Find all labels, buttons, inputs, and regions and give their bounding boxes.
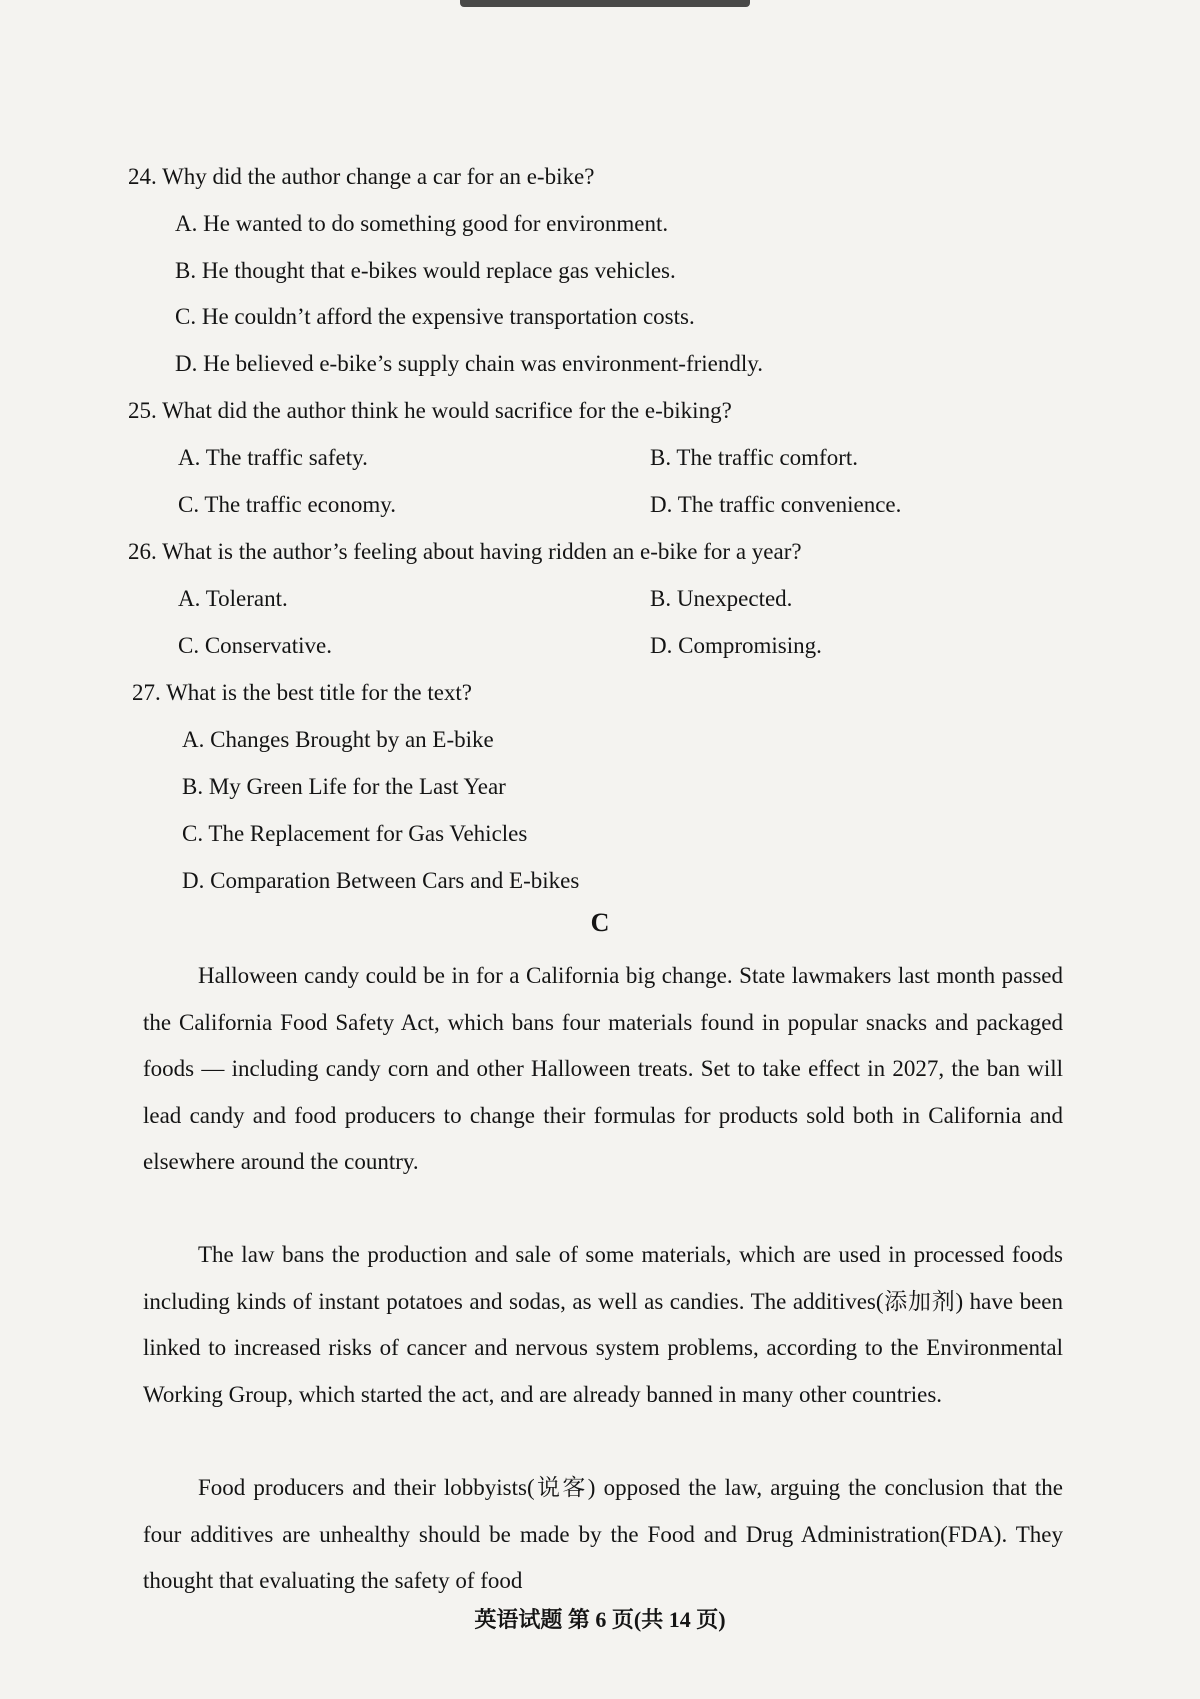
- scan-top-edge: [460, 0, 750, 7]
- question-27-stem: 27. What is the best title for the text?: [132, 680, 473, 705]
- question-27-option-d: D. Comparation Between Cars and E-bikes: [182, 868, 580, 893]
- question-24-option-a: A. He wanted to do something good for environment.: [175, 211, 669, 236]
- question-25-option-b: B. The traffic comfort.: [650, 445, 858, 470]
- question-26-option-b: B. Unexpected.: [650, 586, 793, 611]
- question-24-option-d: D. He believed e-bike’s supply chain was environment-friendly.: [175, 351, 764, 376]
- page-footer: 英语试题 第 6 页(共 14 页): [474, 1607, 726, 1632]
- question-24-stem: 24. Why did the author change a car for an e-bike?: [128, 164, 595, 189]
- question-26-stem: 26. What is the author’s feeling about having ridden an e-bike for a year?: [128, 539, 802, 564]
- question-25-option-a: A. The traffic safety.: [178, 445, 368, 470]
- question-26-option-d: D. Compromising.: [650, 633, 822, 658]
- question-24-option-c: C. He couldn’t afford the expensive transportation costs.: [175, 304, 695, 329]
- question-24-option-b: B. He thought that e-bikes would replace gas vehicles.: [175, 258, 676, 283]
- question-26-option-a: A. Tolerant.: [178, 586, 288, 611]
- question-27-option-c: C. The Replacement for Gas Vehicles: [182, 821, 528, 846]
- passage-paragraph-1: Halloween candy could be in for a California big change. State lawmakers last month passed the California Food Safety Act, which bans four materials found in popular snacks and packaged foods — including candy corn and other Halloween treats. Set to take effect in 2027, the ban will lead candy and food producers to change their formulas for products sold both in California and elsewhere around the country.: [143, 963, 1063, 1174]
- question-26-option-c: C. Conservative.: [178, 633, 332, 658]
- question-27-option-b: B. My Green Life for the Last Year: [182, 774, 506, 799]
- question-25-option-d: D. The traffic convenience.: [650, 492, 902, 517]
- passage-paragraph-3: Food producers and their lobbyists(说客) opposed the law, arguing the conclusion that the four additives are unhealthy should be made by the Food and Drug Administration(FDA). They thought that evaluating the safety of food: [143, 1475, 1063, 1593]
- question-25-stem: 25. What did the author think he would sacrifice for the e-biking?: [128, 398, 732, 423]
- section-heading-c: C: [590, 908, 610, 937]
- passage-paragraph-2: The law bans the production and sale of some materials, which are used in processed foods including kinds of instant potatoes and sodas, as well as candies. The additives(添加剂) have been linked to increased risks of cancer and nervous system problems, according to the Environmental Working Group, which started the act, and are already banned in many other countries.: [143, 1242, 1063, 1407]
- question-27-option-a: A. Changes Brought by an E-bike: [182, 727, 494, 752]
- question-25-option-c: C. The traffic economy.: [178, 492, 397, 517]
